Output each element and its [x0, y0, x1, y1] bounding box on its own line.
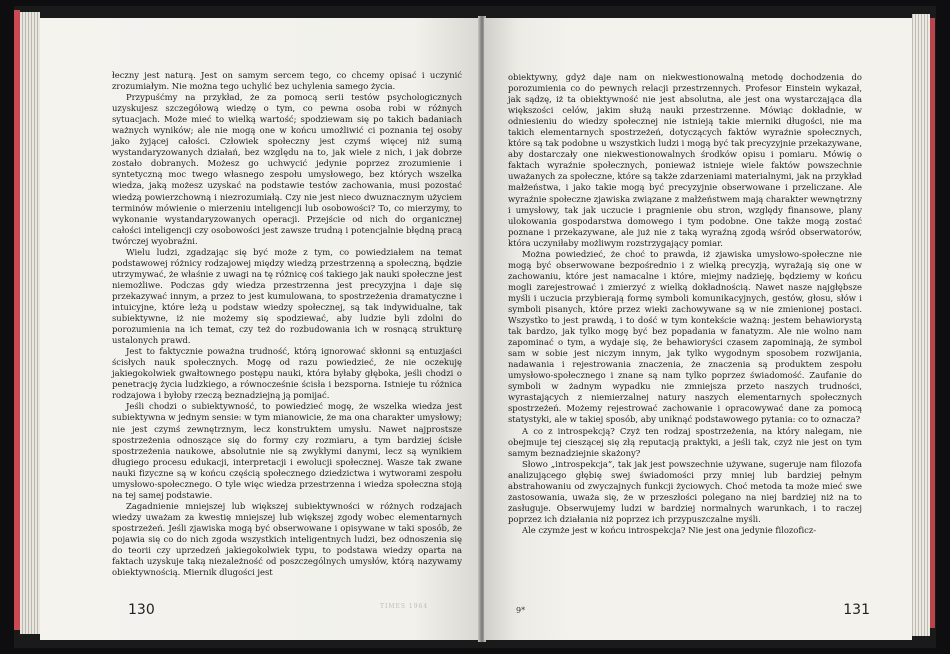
right-page	[484, 18, 912, 640]
paragraph: Jest to faktycznie poważna trudność, którą ignorować skłonni są entuzjaści ścisłych nauk społecznych. Mogę od razu powiedzieć, że nie oczekuję jakiegokolwiek gwałtownego postępu nauki, która byłaby głęboka, jeśli chodzi o penetrację życia ludzkiego, a równocześnie ścisła i bezsporna. Istnieje tu różnica rodzajowa i byłoby rzeczą beznadziejną ją pomijać.	[112, 346, 462, 401]
left-page-text	[112, 70, 462, 578]
paragraph: Wielu ludzi, zgadzając się być może z tym, co powiedziałem na temat podstawowej różnicy rodzajowej między wiedzą przestrzenną a społeczną, będzie utrzymywać, że właśnie z uwagi na tę różnicę coś takiego jak nauki społeczne jest niemożliwe. Podczas gdy wiedza przestrzenna jest precyzyjna i daje się przekazywać innym, a przez to jest kumulowana, to spostrzeżenia dramatyczne i intuicyjne, które leżą u podstaw wiedzy społecznej, są tak indywidualne, tak subiektywne, iż nie możemy się spodziewać, aby ludzie byli zdolni do porozumienia na ich temat, czy też do rozbudowania ich w rosnącą strukturę ustalonych prawd.	[112, 246, 462, 346]
page-edges-right	[912, 14, 930, 636]
paragraph: Przypuśćmy na przykład, że za pomocą serii testów psychologicznych uzyskujesz szczegółową wiedzę o tym, co pewna osoba robi w różnych sytuacjach. Może mieć to wielką wartość; spodziewam się po takich badaniach ważnych wyników; ale nie mogą one w końcu umożliwić ci poznania tej osoby jako żyjącej całości. Człowiek społeczny jest czymś więcej niż sumą wystandaryzowanych działań, bez względu na to, jak wiele z nich, i jak dobrze zostało dobranych. Możesz go uchwycić jedynie poprzez zrozumienie i syntetyczną moc twego własnego zespołu umysłowego, bez których wszelka wiedza, jaką możesz uzyskać na podstawie testów zachowania, musi pozostać wiedzą powierzchowną i niezrozumiałą. Czy nie jest nieco dwuznacznym użyciem terminów mówienie o mierzeniu inteligencji lub osobowości? To, co mierzymy, to wykonanie wystandaryzowanych operacji. Przejście od nich do organicznej całości inteligencji czy osobowości jest zawsze trudną i potencjalnie błędną pracą twórczej wyobraźni.	[112, 92, 462, 246]
page-number: 131	[843, 602, 870, 618]
paragraph: Słowo „introspekcja”, tak jak jest powszechnie używane, sugeruje nam filozofa analizującego głębię swej świadomości przy mniej lub bardziej pełnym abstrahowaniu od zwyczajnych funkcji życiowych. Choć metoda ta może mieć swe zastosowania, uważa się, że w przeszłości polegano na niej bardziej niż na to zasługuje. Obserwujemy ludzi w bardziej normalnych warunkach, i to raczej poprzez ich działania niż poprzez ich przypuszczalne myśli.	[508, 458, 862, 524]
paragraph: Jeśli chodzi o subiektywność, to powiedzieć mogę, że wszelka wiedza jest subiektywna w jednym sensie: w tym mianowicie, że ma ona charakter umysłowy; nie jest czymś zewnętrznym, lecz konstruktem umysłu. Nawet najprostsze spostrzeżenia odnoszące się do formy czy rozmiaru, a tym bardziej ścisłe spostrzeżenia naukowe, absolutnie nie są zwykłymi danymi, lecz są wynikiem długiego procesu edukacji, interpretacji i ewolucji społecznej. Wasze tak zwane nauki fizyczne są w końcu częścią społecznego dziedzictwa i wytworami zespołu umysłowo-społecznego. O tyle więc wiedza przestrzenna i wiedza społeczna stoją na tej samej podstawie.	[112, 401, 462, 500]
paragraph: Ale czymże jest w końcu introspekcja? Nie jest ona jedynie filozoficz-	[522, 524, 817, 535]
right-page-text	[508, 72, 862, 536]
faint-stamp: TIMES 1964	[380, 603, 429, 610]
paragraph: Można powiedzieć, że choć to prawda, iż zjawiska umysłowo-społeczne nie mogą być obserwowane bezpośrednio i z wielką precyzją, wyrażają się one w zachowaniu, które jest namacalne i które, miejmy nadzieję, będziemy w końcu mogli zarejestrować i zmierzyć z wielką dokładnością. Nawet nasze najgłębsze myśli i uczucia przybierają formę symboli komunikacyjnych, gestów, głosu, słów i symboli pisanych, które przez wieki zachowywane są w nie zmienionej postaci. Wszystko to jest prawdą, i to dość w tym kontekście ważną: jestem behawiorystą tak bardzo, jak tylko mogę być bez popadania w fanatyzm. Ale nie wolno nam zapominać o tym, a wydaje się, że behawioryści czasem zapominają, że symbol sam w sobie jest niczym innym, jak tylko wygodnym sposobem rozwijania, nadawania i rejestrowania znaczenia, że znaczenia są produktem zespołu umysłowo-społecznego i znane są nam tylko poprzez świadomość. Zaufanie do symboli w żadnym wypadku nie zmniejsza przeto naszych trudności, wyrastających z niemierzalnej natury naszych elementarnych społecznych spostrzeżeń. Możemy rejestrować zachowanie i opracowywać dane za pomocą statystyki, ale w takiej sposób, aby uniknąć podstawowego pytania: co to oznacza?	[508, 248, 862, 425]
page-edges-left	[20, 12, 40, 634]
page-number: 130	[128, 602, 155, 618]
printer-signature-mark: 9*	[516, 606, 526, 615]
paragraph: łeczny jest naturą. Jest on samym sercem tego, co chcemy opisać i uczynić zrozumiałym. Nie można tego uchylić bez uchylenia samego życia.	[112, 70, 462, 92]
left-page	[40, 18, 480, 640]
paragraph: obiektywny, gdyż daje nam on niekwestionowalną metodę dochodzenia do porozumienia co do pewnych relacji przestrzennych. Profesor Einstein wykazał, jak sądzę, iż ta obiektywność nie jest absolutna, ale jest ona wystarczająca dla większości celów, jakim służą nauki przestrzenne. Mówiąc dokładnie, w odniesieniu do wiedzy społecznej nie istnieją takie mierniki długości, nie ma takich elementarnych spostrzeżeń, dotyczących faktów wyraźnie społecznych, które są tak podobne u wszystkich ludzi i mogą być tak precyzyjnie przekazywane, aby dostarczały one niekwestionowalnych środków opisu i pomiaru. Mówię o faktach wyraźnie społecznych, ponieważ istnieje wiele faktów powszechnie uważanych za społeczne, które są także zdarzeniami materialnymi, jak na przykład małżeństwa, i jako takie mogą być precyzyjnie obserwowane i przeliczane. Ale wyraźnie społeczne zjawiska związane z małżeństwem mają charakter wewnętrzny i umysłowy, tak jak uczucie i pragnienie obu stron, względy finansowe, plany ulokowania gospodarstwa domowego i tym podobne. One także mogą zostać poznane i przekazywane, ale już nie z taką wyraźną zgodą wśród obserwatorów, która uczyniłaby możliwym rozstrzygający pomiar.	[508, 72, 862, 248]
book-cover-edge-right	[930, 18, 935, 628]
paragraph: A co z introspekcją? Czyż ten rodzaj spostrzeżenia, na który nalegam, nie obejmuje tej cieszącej się złą reputacją praktyki, a jeśli tak, czyż nie jest on tym samym beznadziejnie skażony?	[508, 425, 862, 458]
paragraph: Zagadnienie mniejszej lub większej subiektywności w różnych rodzajach wiedzy uważam za kwestię mniejszej lub większej zgody wobec elementarnych spostrzeżeń. Jeśli zjawiska mogą być obserwowane i opisywane w taki sposób, że pojawia się co do nich zgoda wszystkich inteligentnych ludzi, bez odnoszenia się do teorii czy uprzedzeń jakiegokolwiek typu, to podstawa wiedzy oparta na faktach uzyskuje taką niezależność od poszczególnych umysłów, którą nazywamy obiektywnością. Miernik dlugości jest	[112, 500, 462, 578]
